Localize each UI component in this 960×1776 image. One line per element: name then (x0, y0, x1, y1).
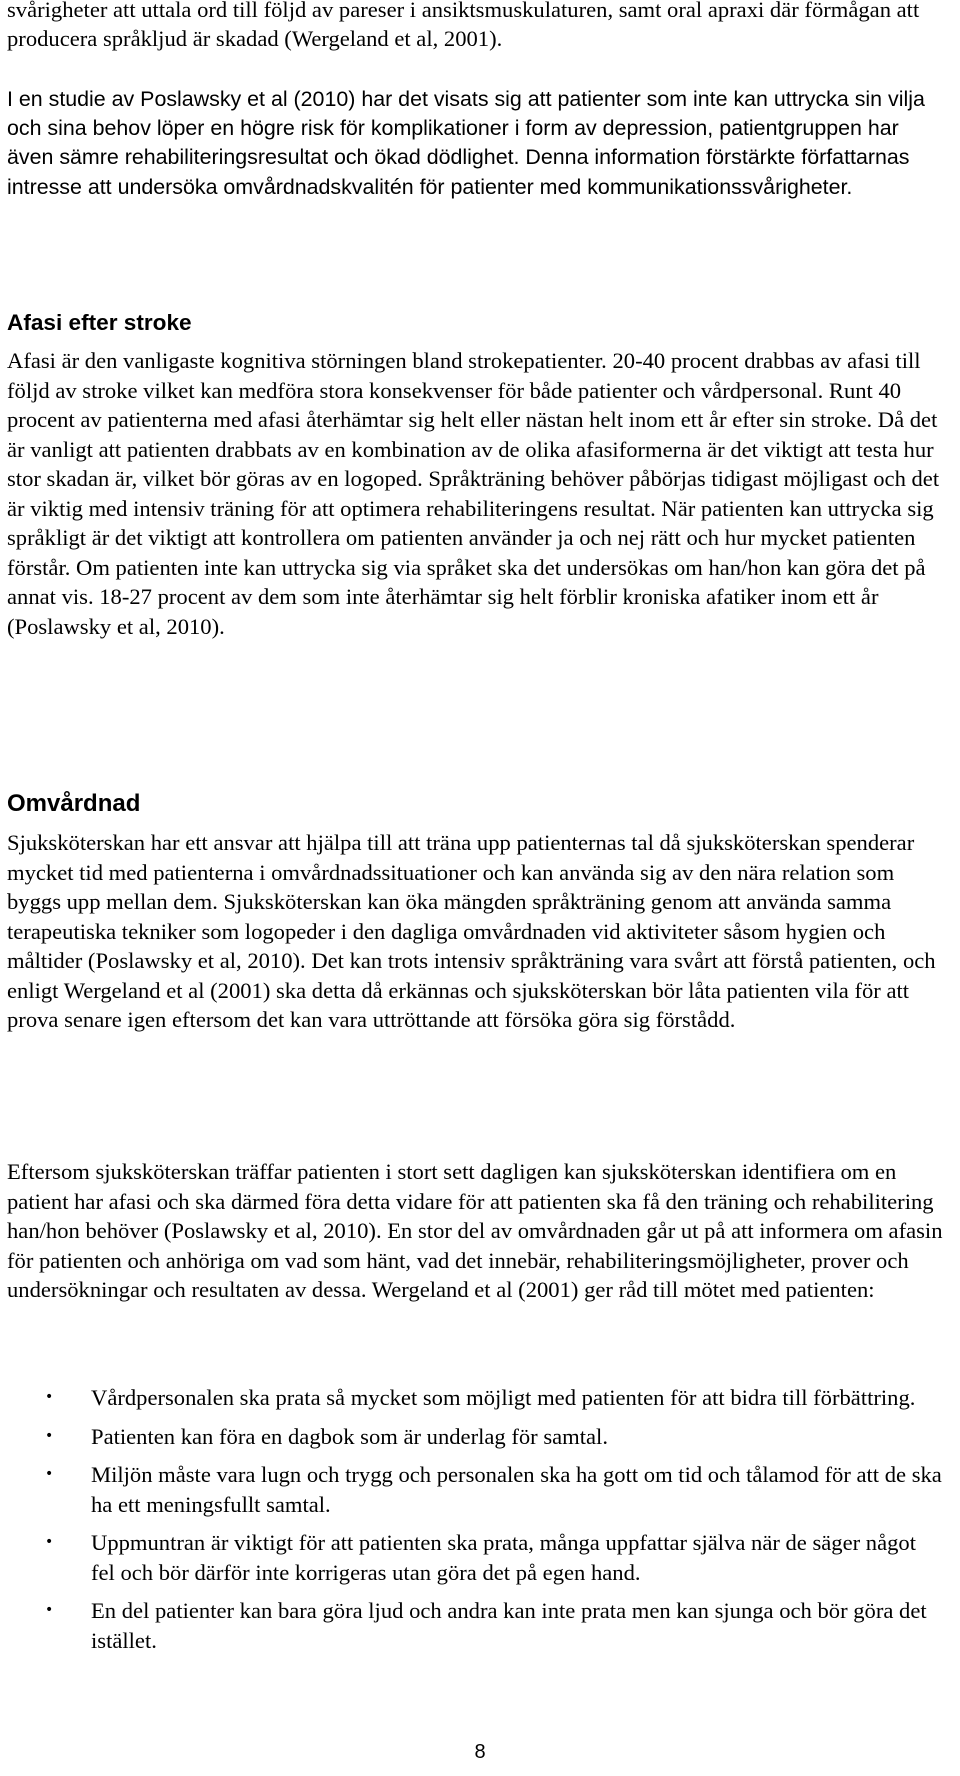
list-item (7, 1422, 943, 1452)
bullet-icon: • (45, 1427, 54, 1444)
list-item (7, 1528, 943, 1587)
list-item (7, 1383, 943, 1413)
intro-paragraph-tail: svårigheter att uttala ord till följd av pareser i ansiktsmuskulaturen, samt oral apraxi där förmågan att producera språkljud är skadad (Wergeland et al, 2001). (7, 0, 920, 52)
list-item-text: Patienten kan föra en dagbok som är underlag för samtal. (91, 1423, 608, 1449)
bullet-icon: • (45, 1389, 54, 1405)
list-item (7, 1460, 943, 1519)
bullet-icon: • (45, 1466, 54, 1482)
section-heading-omvardnad: Omvårdnad (7, 790, 141, 817)
omvardnad-paragraph-2: Eftersom sjuksköterskan träffar patienten i stort sett dagligen kan sjuksköterskan identifiera om en patient har afasi och ska därmed föra detta vidare för att patienten ska få den träning och rehabilitering han/hon behöver (Poslawsky et al, 2010). En stor del av omvårdnaden går ut på att informera om afasin för patienten och anhöriga om vad som hänt, vad det innebär, rehabiliteringsmöjligheter, prover och undersökningar och resultaten av dessa. Wergeland et al (2001) ger råd till mötet med patienten: (7, 1159, 943, 1302)
afasi-paragraph: Afasi är den vanligaste kognitiva störningen bland strokepatienter. 20-40 procent drabbas av afasi till följd av stroke vilket kan medföra stora konsekvenser för både patienter och vårdpersonal. Runt 40 procent av patienterna med afasi återhämtar sig helt eller nästan helt inom ett år efter sin stroke. Då det är vanligt att patienten drabbats av en kombination av de olika afasiformerna är det viktigt att testa hur stor skadan är, vilket bör göras av en logoped. Språkträning behöver påbörjas tidigast möjligast och det är viktig med intensiv träning för att optimera rehabiliteringens resultat. När patienten kan uttrycka sig språkligt är det viktigt att kontrollera om patienten använder ja och nej rätt och hur mycket patienten förstår. Om patienten inte kan uttrycka sig via språket ska det undersökas om han/hon kan göra det på annat vis. 18-27 procent av dem som inte återhämtar sig helt förblir kroniska afatiker inom ett år (Poslawsky et al, 2010). (7, 348, 940, 639)
page-number: 8 (474, 1741, 486, 1763)
list-item-text: Miljön måste vara lugn och trygg och personalen ska ha gott om tid och tålamod för att de ska ha ett meningsfullt samtal. (91, 1462, 942, 1517)
bullet-icon: • (45, 1534, 54, 1550)
list-item (7, 1596, 943, 1655)
omvardnad-paragraph-1: Sjuksköterskan har ett ansvar att hjälpa till att träna upp patienternas tal då sjuksköterskan spenderar mycket tid med patienterna i omvårdnadssituationer och kan använda sig av den nära relation som byggs upp mellan dem. Sjuksköterskan kan öka mängden språkträning genom att använda samma terapeutiska tekniker som logopeder i den dagliga omvårdnaden vid aktiviteter såsom hygien och måltider (Poslawsky et al, 2010). Det kan trots intensiv språkträning vara svårt att förstå patienten, och enligt Wergeland et al (2001) ska detta då erkännas och sjuksköterskan bör låta patienten vila för att prova senare igen eftersom det kan vara uttröttande att försöka göra sig förstådd. (7, 830, 936, 1032)
advice-list (7, 1383, 943, 1664)
bullet-icon: • (45, 1602, 54, 1618)
poslawsky-study-paragraph: I en studie av Poslawsky et al (2010) har det visats sig att patienter som inte kan uttrycka sin vilja och sina behov löper en högre risk för komplikationer i form av depression, patientgruppen har även sämre rehabiliteringsresultat och ökad dödlighet. Denna information förstärkte författarnas intresse att undersöka omvårdnadskvalitén för patienter med kommunikationssvårigheter. (7, 87, 925, 199)
list-item-text: En del patienter kan bara göra ljud och andra kan inte prata men kan sjunga och bör göra det istället. (91, 1598, 927, 1653)
list-item-text: Uppmuntran är viktigt för att patienten ska prata, många uppfattar själva när de säger något fel och bör därför inte korrigeras utan göra det på egen hand. (91, 1530, 917, 1585)
section-heading-afasi: Afasi efter stroke (7, 310, 192, 335)
list-item-text: Vårdpersonalen ska prata så mycket som möjligt med patienten för att bidra till förbättring. (91, 1385, 916, 1410)
